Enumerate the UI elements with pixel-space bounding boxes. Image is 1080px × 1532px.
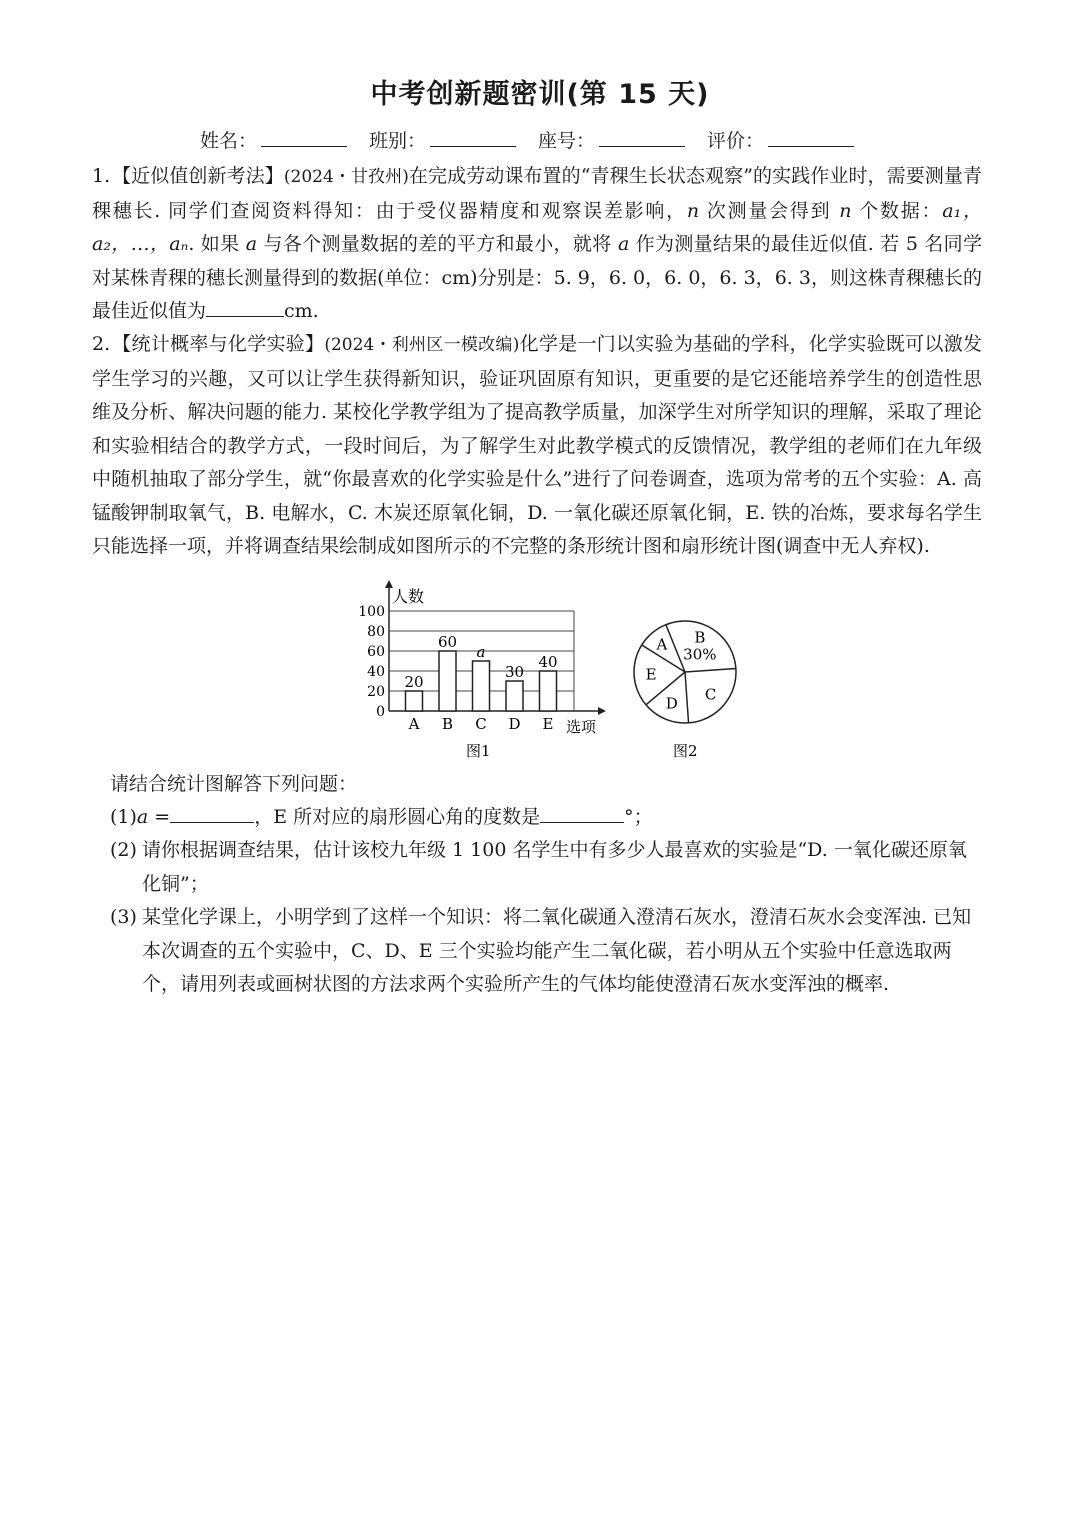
pie-chart bbox=[634, 621, 736, 760]
rating-blank[interactable] bbox=[768, 126, 854, 147]
question-1-text-b: 次测量会得到 bbox=[699, 199, 840, 222]
y-tick-label: 80 bbox=[367, 624, 385, 640]
pie-slice-percent: 30% bbox=[683, 645, 717, 664]
x-tick-label: E bbox=[542, 715, 554, 733]
bar-value-label: 60 bbox=[437, 633, 458, 651]
figure-2-caption: 图2 bbox=[673, 742, 698, 760]
sub-question-2-text: 请你根据调查结果，估计该校九年级 1 100 名学生中有多少人最喜欢的实验是“D. 一氧化碳还原氧化铜”； bbox=[142, 839, 967, 895]
name-label: 姓名： bbox=[200, 130, 258, 152]
question-1-tag: 【近似值创新考法】 bbox=[112, 165, 284, 187]
bar bbox=[473, 661, 490, 711]
y-tick-label: 40 bbox=[367, 664, 385, 680]
question-2-text: 化学是一门以实验为基础的学科，化学实验既可以激发学生学习的兴趣，又可以让学生获得新知识，验证巩固原有知识，更重要的是它还能培养学生的创造性思维及分析、解决问题的能力. 某校化学教学组为了提高教学质量，加深学生对所学知识的理解，采取了理论和实验相结合的教学方式，一段时间后，为了解学生对此教学模式的反馈情况，教学组的老师们在九年级中随机抽取了部分学生，就“你最喜欢的化学实验是什么”进行了问卷调查，选项为常考的五个实验：A. 高锰酸钾制取氧气，B. 电解水，C. 木炭还原氧化铜，D. 一氧化碳还原氧化铜，E. 铁的冶炼，要求每名学生只能选择一项，并将调查结果绘制成如图所示的不完整的条形统计图和扇形统计图(调查中无人弃权). bbox=[92, 333, 982, 557]
bar bbox=[406, 691, 423, 711]
bar-value-label: a bbox=[476, 643, 486, 661]
rating-field[interactable] bbox=[707, 126, 854, 153]
question-2 bbox=[92, 328, 982, 564]
x-axis-label: 选项 bbox=[566, 718, 597, 736]
class-field[interactable] bbox=[369, 126, 516, 153]
pie-slice-edge bbox=[685, 672, 689, 723]
pie-slice-label: C bbox=[704, 685, 717, 704]
bar bbox=[506, 681, 523, 711]
sub-question-2 bbox=[110, 834, 980, 901]
figures-svg bbox=[340, 580, 760, 770]
sub-question-1-text: ，E 所对应的扇形圆心角的度数是 bbox=[254, 806, 541, 828]
pie-slice-label: E bbox=[645, 665, 657, 684]
y-tick-label: 20 bbox=[367, 684, 385, 700]
question-1-source: (2024・甘孜州) bbox=[283, 167, 409, 187]
pie-slice-edge bbox=[685, 668, 736, 672]
y-tick-label: 100 bbox=[358, 604, 385, 620]
seat-field[interactable] bbox=[538, 126, 685, 153]
question-2-prompt: 请结合统计图解答下列问题： bbox=[110, 773, 358, 795]
sub-question-1-var: a = bbox=[136, 806, 171, 828]
question-1-text-c: 个数据： bbox=[851, 199, 943, 222]
x-tick-label: A bbox=[408, 715, 420, 733]
x-axis-arrow bbox=[598, 707, 606, 715]
question-1-text-a: 在完成劳动课布置的“青稞生长状态观察”的实践作业时，需要测量青稞穗长. 同学们查阅资料得知：由于受仪器精度和观察误差影响， bbox=[92, 165, 982, 222]
pie-slice-label: D bbox=[665, 694, 678, 713]
question-1-unit: cm. bbox=[284, 300, 319, 322]
question-1-text-d: . 如果 bbox=[188, 233, 246, 255]
sub-question-2-label: (2) bbox=[110, 839, 137, 861]
page-title: 中考创新题密训(第 15 天) bbox=[370, 79, 710, 110]
x-tick-label: D bbox=[508, 715, 521, 733]
x-tick-label: B bbox=[441, 715, 454, 733]
figures bbox=[340, 580, 760, 770]
bar-chart bbox=[358, 580, 606, 760]
pie-slice-label: B bbox=[694, 628, 706, 647]
student-info-row bbox=[200, 126, 900, 153]
sub-question-1 bbox=[110, 801, 980, 835]
question-1-number: 1. bbox=[92, 165, 111, 187]
pie-slice-label: A bbox=[656, 635, 668, 654]
seat-label: 座号： bbox=[538, 130, 596, 152]
y-tick-label: 0 bbox=[376, 704, 385, 720]
sub-question-3 bbox=[110, 901, 980, 1002]
name-blank[interactable] bbox=[261, 126, 347, 147]
x-tick-label: C bbox=[475, 715, 487, 733]
bar-value-label: 30 bbox=[504, 663, 525, 681]
question-2-number: 2. bbox=[92, 333, 111, 355]
sub-question-1-label: (1) bbox=[110, 806, 137, 828]
question-1 bbox=[92, 160, 982, 329]
question-2-source: (2024・利州区一模改编) bbox=[324, 335, 520, 355]
rating-label: 评价： bbox=[707, 130, 765, 152]
sub-question-1-end: °； bbox=[624, 806, 653, 828]
seat-blank[interactable] bbox=[599, 126, 685, 147]
var-a-2: a bbox=[617, 233, 630, 255]
pie-slice-edge bbox=[666, 625, 685, 672]
var-n-2: n bbox=[839, 199, 852, 222]
figure-1-caption: 图1 bbox=[466, 742, 491, 760]
var-a: a bbox=[245, 233, 258, 255]
answer-blank-1[interactable] bbox=[206, 298, 284, 317]
question-1-text-e: 与各个测量数据的差的平方和最小，就将 bbox=[257, 233, 618, 255]
y-axis-label: 人数 bbox=[392, 587, 425, 606]
var-n: n bbox=[686, 199, 700, 222]
y-tick-label: 60 bbox=[367, 644, 385, 660]
bar bbox=[540, 671, 557, 711]
question-2-tag: 【统计概率与化学实验】 bbox=[112, 333, 325, 355]
class-blank[interactable] bbox=[430, 126, 516, 147]
sequence-a: a₁，a₂，…，aₙ bbox=[92, 199, 982, 255]
class-label: 班别： bbox=[369, 130, 427, 152]
bar bbox=[439, 651, 456, 711]
answer-blank-a[interactable] bbox=[170, 804, 254, 823]
question-1-text-f: 作为测量结果的最佳近似值. 若 5 名同学对某株青稞的穗长测量得到的数据(单位：cm)分别是：5. 9，6. 0，6. 0，6. 3，6. 3，则这株青稞穗长的最佳近似值为 bbox=[92, 233, 982, 322]
bar-value-label: 40 bbox=[538, 653, 558, 671]
sub-question-3-label: (3) bbox=[110, 906, 137, 928]
name-field[interactable] bbox=[200, 126, 347, 153]
bar-value-label: 20 bbox=[404, 673, 424, 691]
answer-blank-angle[interactable] bbox=[540, 804, 624, 823]
sub-question-3-text: 某堂化学课上，小明学到了这样一个知识：将二氧化碳通入澄清石灰水，澄清石灰水会变浑浊. 已知本次调查的五个实验中，C、D、E 三个实验均能产生二氧化碳，若小明从五个实验中任意选取两个，请用列表或画树状图的方法求两个实验所产生的气体均能使澄清石灰水变浑浊的概率. bbox=[142, 906, 972, 995]
